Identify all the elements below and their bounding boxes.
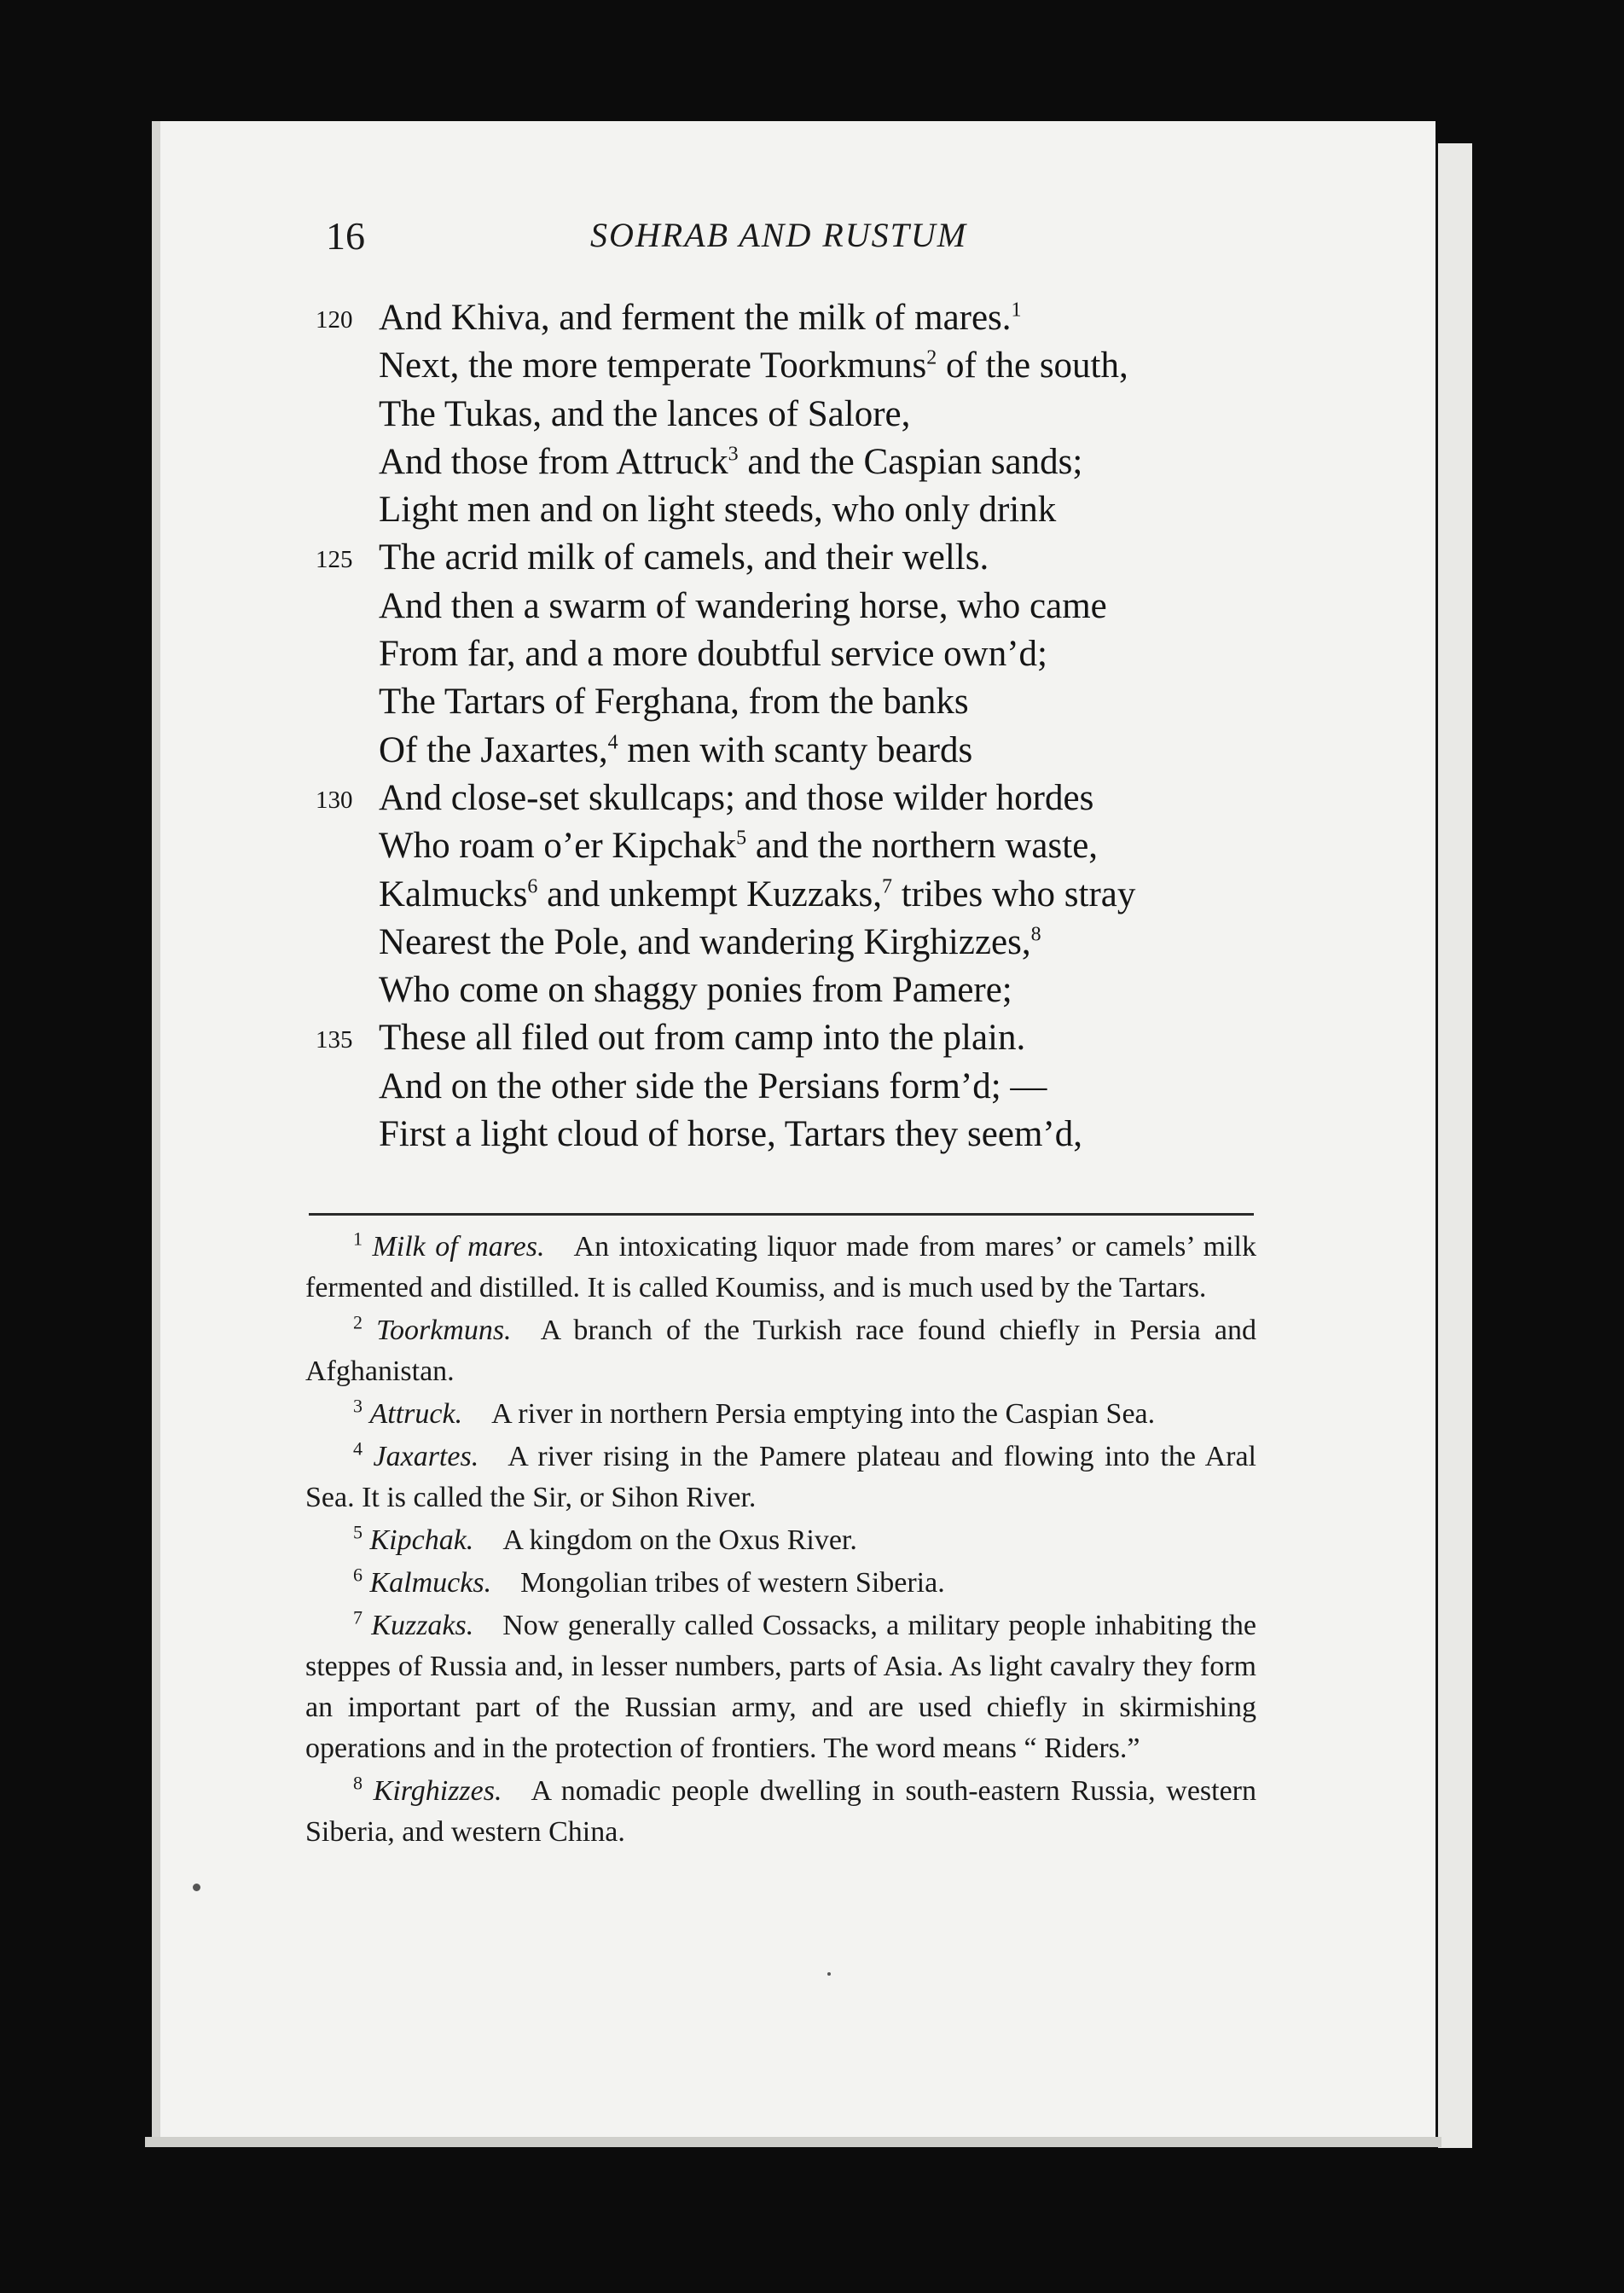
line-text [379,486,1056,534]
line-text [379,534,989,582]
line-text [379,630,1047,678]
poem-line [316,871,1314,919]
footnote-reference: 3 [728,443,739,466]
line-text [379,583,1107,630]
line-text [379,342,1128,390]
line-words: These all filed out from camp into the plain. [379,1018,1026,1059]
line-words: And then a swarm of wandering horse, who came [379,585,1107,626]
footnote-mark: 5 [353,1521,362,1543]
footnote-term: Kalmucks. [369,1567,492,1599]
line-words: From far, and a more doubtful service own’d; [379,634,1047,675]
footnote-term: Attruck. [369,1398,463,1430]
line-text [379,391,910,438]
footnote-text: An intoxicating liquor made from mares’ or camels’ milk fermented and distilled. It is called Koumiss, and is much used by the Tartars. [305,1231,1256,1303]
footnote [305,1520,1256,1561]
footnote [305,1771,1256,1853]
line-words: And close-set skullcaps; and those wilder hordes [379,777,1094,818]
line-words-continued: men with scanty beards [618,729,973,770]
footnote-mark: 8 [353,1772,362,1794]
footnote-reference: 8 [1030,923,1041,946]
poem-line [316,1063,1314,1111]
footnote [305,1310,1256,1392]
poem-body [316,294,1314,1158]
line-words-continued: of the south, [937,345,1128,386]
line-text [379,822,1098,870]
line-text [379,1063,1047,1111]
line-text [379,438,1082,486]
line-words: The acrid milk of camels, and their wells. [379,537,989,578]
footnote [305,1227,1256,1309]
footnote-mark: 3 [353,1395,362,1417]
line-words: Light men and on light steeds, who only drink [379,490,1057,531]
line-words: The Tartars of Ferghana, from the banks [379,682,969,723]
poem-line [316,342,1314,390]
footnote-term: Jaxartes. [373,1441,479,1472]
footnote-text: A nomadic people dwelling in south-eastern Russia, western Siberia, and western China. [305,1775,1257,1848]
poem-line [316,486,1314,534]
line-words: And those from Attruck [379,441,728,482]
poem-line [316,678,1314,726]
poem-line [316,775,1314,822]
footnote-reference: 5 [736,827,747,850]
poem-line [316,919,1314,967]
line-text [379,871,1135,919]
page-number: 16 [326,214,365,258]
poem-line [316,534,1314,582]
poem-line [316,727,1314,775]
footnote-term: Kirghizzes. [373,1775,502,1807]
line-text [379,727,972,775]
footnote-mark: 6 [353,1564,362,1586]
line-number: 135 [316,1026,353,1054]
footnote-term: Toorkmuns. [376,1315,512,1346]
line-words-continued: tribes who stray [891,874,1136,914]
line-words: The Tukas, and the lances of Salore, [379,393,911,434]
footnote-divider [309,1213,1254,1216]
poem-line [316,438,1314,486]
footnote-text: Now generally called Cossacks, a military people inhabiting the steppes of Russia and, in lesser numbers, parts of Asia. As light cavalry they form an important part of the Russian army, and are used chiefly in skirmishing operations and in the protection of frontiers. The word means “ Riders.” [305,1610,1257,1764]
page-speck [193,1884,200,1891]
line-text [379,678,969,726]
footnote-term: Milk of mares. [372,1231,545,1263]
footnote-reference: 4 [607,731,618,754]
footnote-text: A kingdom on the Oxus River. [502,1524,857,1556]
footnote-text: A branch of the Turkish race found chiefly in Persia and Afghanistan. [305,1315,1256,1387]
line-words-continued: and unkempt Kuzzaks, [537,874,882,914]
poem-line [316,1111,1314,1158]
line-words: Next, the more temperate Toorkmuns [379,345,927,386]
footnote-reference: 7 [881,875,892,898]
line-words: First a light cloud of horse, Tartars they seem’d, [379,1114,1082,1155]
line-number: 125 [316,546,353,574]
footnote-reference: 2 [926,346,937,369]
footnote-mark: 4 [353,1437,362,1460]
line-words: Of the Jaxartes, [379,729,608,770]
footnote-mark: 7 [353,1606,362,1628]
poem-line [316,822,1314,870]
footnote-reference: 6 [527,875,538,898]
page-header [326,213,1298,273]
line-text [379,1111,1082,1158]
footnote-mark: 1 [353,1228,362,1250]
line-text [379,967,1012,1014]
poem-line [316,583,1314,630]
poem-line [316,391,1314,438]
footnotes [305,1227,1256,1853]
footnote-text: A river rising in the Pamere plateau and flowing into the Aral Sea. It is called the Sir, or Sihon River. [305,1441,1257,1513]
line-text [379,775,1093,822]
footnote [305,1437,1256,1518]
facing-page-edge [1436,143,1472,2148]
poem-line [316,967,1314,1014]
footnote-term: Kipchak. [369,1524,474,1556]
footnote-text: Mongolian tribes of western Siberia. [520,1567,945,1599]
footnote-reference: 1 [1011,299,1022,322]
poem-line [316,1014,1314,1062]
line-number: 130 [316,786,353,814]
line-words: And Khiva, and ferment the milk of mares. [379,298,1012,338]
poem-line [316,294,1314,342]
line-number: 120 [316,306,353,334]
line-text [379,1014,1025,1062]
line-text [379,294,1022,342]
line-words: And on the other side the Persians form’d; — [379,1065,1047,1106]
line-words: Nearest the Pole, and wandering Kirghizzes, [379,921,1031,962]
footnote-term: Kuzzaks. [371,1610,474,1641]
line-words: Who roam o’er Kipchak [379,826,737,867]
poem-line [316,630,1314,678]
footnote [305,1563,1256,1604]
line-words: Who come on shaggy ponies from Pamere; [379,970,1012,1011]
footnote [305,1394,1256,1435]
line-words: Kalmucks [379,874,528,914]
footnote-text: A river in northern Persia emptying into the Caspian Sea. [491,1398,1156,1430]
page-bottom-edge [145,2137,1441,2147]
line-words-continued: and the northern waste, [746,826,1099,867]
page-speck [827,1972,831,1976]
running-title: SOHRAB AND RUSTUM [590,216,968,254]
line-words-continued: and the Caspian sands; [738,441,1083,482]
footnote [305,1605,1256,1769]
footnote-mark: 2 [353,1311,362,1333]
line-text [379,919,1041,967]
